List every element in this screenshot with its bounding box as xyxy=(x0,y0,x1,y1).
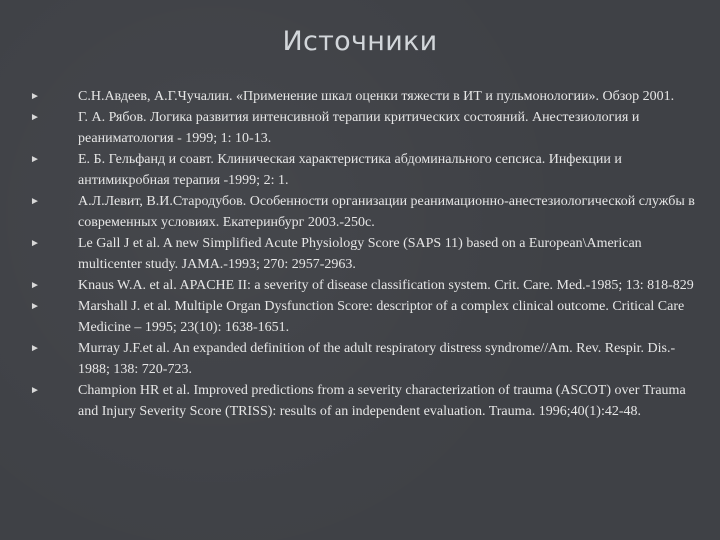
reference-text: Murray J.F.et al. An expanded definition of the adult respiratory distress syndrome//Am. Rev. Respir. Dis.- 1988; 138: 720-723. xyxy=(78,341,676,377)
bullet-arrow-icon: ► xyxy=(30,196,40,207)
reference-text: Le Gall J et al. A new Simplified Acute Physiology Score (SAPS 11) based on a European\American multicenter study. JAMA.-1993; 270: 2957-2963. xyxy=(78,236,642,272)
reference-item xyxy=(30,107,700,149)
bullet-arrow-icon: ► xyxy=(30,238,40,249)
reference-item xyxy=(30,149,700,191)
reference-text: Marshall J. et al. Multiple Organ Dysfunction Score: descriptor of a complex clinical outcome. Critical Care Medicine – 1995; 23(10): 1638-1651. xyxy=(78,299,685,335)
reference-text: Knaus W.A. et al. APACHE II: a severity of disease classification system. Crit. Care. Med.-1985; 13: 818-829 xyxy=(78,278,694,293)
reference-text: Г. А. Рябов. Логика развития интенсивной терапии критических состояний. Анестезиология и реаниматология - 1999; 1: 10-13. xyxy=(78,110,640,146)
bullet-arrow-icon: ► xyxy=(30,343,40,354)
reference-item xyxy=(30,338,700,380)
reference-text: А.Л.Левит, В.И.Стародубов. Особенности организации реанимационно-анестезиологической службы в современных условиях. Екатеринбург 2003.-250с. xyxy=(78,194,695,230)
bullet-arrow-icon: ► xyxy=(30,385,40,396)
reference-item xyxy=(30,380,700,422)
bullet-arrow-icon: ► xyxy=(30,280,40,291)
reference-text: Е. Б. Гельфанд и соавт. Клиническая характеристика абдоминального сепсиса. Инфекции и антимикробная терапия -1999; 2: 1. xyxy=(78,152,622,188)
reference-item xyxy=(30,191,700,233)
reference-item xyxy=(30,275,700,296)
reference-list xyxy=(30,86,700,422)
bullet-arrow-icon: ► xyxy=(30,301,40,312)
reference-item xyxy=(30,296,700,338)
bullet-arrow-icon: ► xyxy=(30,91,40,102)
reference-text: Champion HR et al. Improved predictions from a severity characterization of trauma (ASCOT) over Trauma and Injury Severity Score (TRISS): results of an independent evaluation. Trauma. 1996;40(1):42-48. xyxy=(78,383,686,419)
reference-item xyxy=(30,86,700,107)
bullet-arrow-icon: ► xyxy=(30,112,40,123)
bullet-arrow-icon: ► xyxy=(30,154,40,165)
reference-text: С.Н.Авдеев, А.Г.Чучалин. «Применение шкал оценки тяжести в ИТ и пульмонологии». Обзор 2001. xyxy=(78,89,675,104)
slide-title: Источники xyxy=(282,26,438,57)
reference-item xyxy=(30,233,700,275)
